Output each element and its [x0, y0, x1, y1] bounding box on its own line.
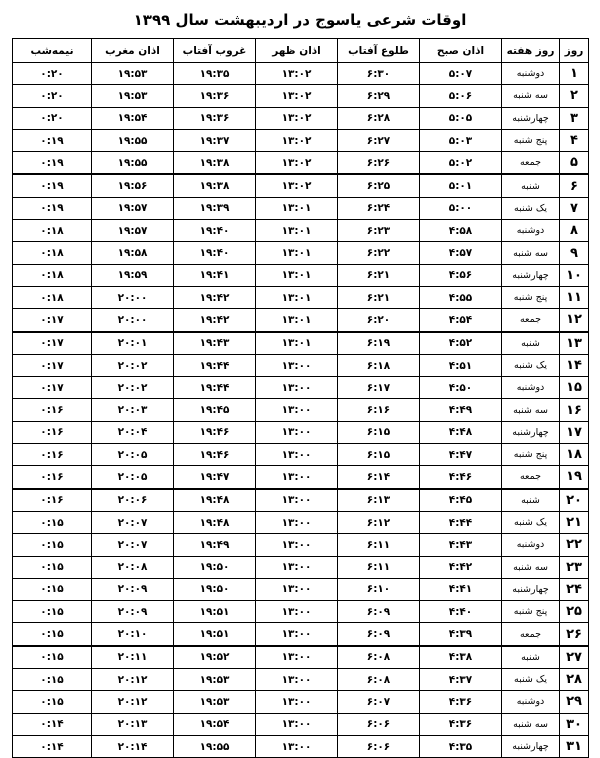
weekday-cell: چهارشنبه: [502, 107, 560, 129]
weekday-cell: پنج شنبه: [502, 286, 560, 308]
table-row: [13, 601, 589, 623]
sunrise-cell: ۶:۲۱: [338, 264, 420, 286]
midnight-cell: ۰:۱۵: [13, 511, 92, 533]
maghrib-cell: ۱۹:۵۶: [92, 174, 174, 197]
midnight-cell: ۰:۱۴: [13, 713, 92, 735]
weekday-cell: یک شنبه: [502, 354, 560, 376]
weekday-cell: یک شنبه: [502, 669, 560, 691]
sunset-cell: ۱۹:۴۹: [174, 534, 256, 556]
maghrib-cell: ۲۰:۰۰: [92, 286, 174, 308]
table-row: [13, 242, 589, 264]
day-cell: ۲۸: [560, 669, 589, 691]
table-row: [13, 713, 589, 735]
sunrise-cell: ۶:۱۵: [338, 421, 420, 443]
day-cell: ۱۲: [560, 309, 589, 332]
table-header-row: [13, 39, 589, 63]
fajr-cell: ۴:۴۴: [420, 511, 502, 533]
midnight-cell: ۰:۱۸: [13, 264, 92, 286]
maghrib-cell: ۱۹:۵۵: [92, 152, 174, 175]
header-dhuhr: اذان ظهر: [256, 39, 338, 63]
fajr-cell: ۴:۵۱: [420, 354, 502, 376]
midnight-cell: ۰:۱۷: [13, 309, 92, 332]
fajr-cell: ۵:۰۶: [420, 85, 502, 107]
sunrise-cell: ۶:۲۵: [338, 174, 420, 197]
maghrib-cell: ۲۰:۰۵: [92, 444, 174, 466]
day-cell: ۱۰: [560, 264, 589, 286]
maghrib-cell: ۲۰:۱۱: [92, 646, 174, 669]
sunset-cell: ۱۹:۴۲: [174, 286, 256, 308]
midnight-cell: ۰:۱۴: [13, 735, 92, 757]
maghrib-cell: ۱۹:۵۸: [92, 242, 174, 264]
fajr-cell: ۴:۵۴: [420, 309, 502, 332]
sunrise-cell: ۶:۱۳: [338, 489, 420, 512]
weekday-cell: چهارشنبه: [502, 421, 560, 443]
sunset-cell: ۱۹:۴۰: [174, 220, 256, 242]
maghrib-cell: ۲۰:۱۳: [92, 713, 174, 735]
sunset-cell: ۱۹:۵۲: [174, 646, 256, 669]
dhuhr-cell: ۱۳:۰۰: [256, 669, 338, 691]
weekday-cell: جمعه: [502, 309, 560, 332]
sunset-cell: ۱۹:۵۰: [174, 578, 256, 600]
midnight-cell: ۰:۱۵: [13, 534, 92, 556]
maghrib-cell: ۱۹:۵۹: [92, 264, 174, 286]
sunset-cell: ۱۹:۴۳: [174, 332, 256, 355]
weekday-cell: جمعه: [502, 152, 560, 175]
table-row: [13, 444, 589, 466]
day-cell: ۱۵: [560, 377, 589, 399]
table-row: [13, 220, 589, 242]
day-cell: ۱۹: [560, 466, 589, 489]
sunrise-cell: ۶:۲۷: [338, 129, 420, 151]
midnight-cell: ۰:۱۹: [13, 174, 92, 197]
midnight-cell: ۰:۱۷: [13, 377, 92, 399]
midnight-cell: ۰:۱۵: [13, 578, 92, 600]
fajr-cell: ۴:۵۰: [420, 377, 502, 399]
sunrise-cell: ۶:۰۸: [338, 669, 420, 691]
sunset-cell: ۱۹:۵۳: [174, 669, 256, 691]
maghrib-cell: ۲۰:۰۷: [92, 511, 174, 533]
weekday-cell: یک شنبه: [502, 511, 560, 533]
midnight-cell: ۰:۱۷: [13, 332, 92, 355]
fajr-cell: ۵:۰۲: [420, 152, 502, 175]
table-row: [13, 669, 589, 691]
midnight-cell: ۰:۲۰: [13, 107, 92, 129]
table-row: [13, 129, 589, 151]
weekday-cell: چهارشنبه: [502, 578, 560, 600]
dhuhr-cell: ۱۳:۰۱: [256, 332, 338, 355]
midnight-cell: ۰:۱۶: [13, 399, 92, 421]
weekday-cell: پنج شنبه: [502, 129, 560, 151]
maghrib-cell: ۲۰:۱۲: [92, 669, 174, 691]
header-sunset: غروب آفتاب: [174, 39, 256, 63]
weekday-cell: سه شنبه: [502, 399, 560, 421]
sunset-cell: ۱۹:۴۲: [174, 309, 256, 332]
fajr-cell: ۴:۵۸: [420, 220, 502, 242]
day-cell: ۲۴: [560, 578, 589, 600]
dhuhr-cell: ۱۳:۰۰: [256, 511, 338, 533]
fajr-cell: ۴:۳۸: [420, 646, 502, 669]
sunrise-cell: ۶:۲۹: [338, 85, 420, 107]
sunrise-cell: ۶:۲۶: [338, 152, 420, 175]
midnight-cell: ۰:۱۹: [13, 129, 92, 151]
weekday-cell: پنج شنبه: [502, 444, 560, 466]
table-row: [13, 556, 589, 578]
dhuhr-cell: ۱۳:۰۰: [256, 735, 338, 757]
fajr-cell: ۴:۴۲: [420, 556, 502, 578]
midnight-cell: ۰:۱۶: [13, 421, 92, 443]
fajr-cell: ۴:۴۸: [420, 421, 502, 443]
sunrise-cell: ۶:۱۱: [338, 556, 420, 578]
sunrise-cell: ۶:۲۲: [338, 242, 420, 264]
fajr-cell: ۴:۵۵: [420, 286, 502, 308]
sunset-cell: ۱۹:۳۵: [174, 63, 256, 85]
table-row: [13, 735, 589, 757]
sunrise-cell: ۶:۱۲: [338, 511, 420, 533]
dhuhr-cell: ۱۳:۰۰: [256, 377, 338, 399]
dhuhr-cell: ۱۳:۰۲: [256, 152, 338, 175]
sunset-cell: ۱۹:۴۰: [174, 242, 256, 264]
dhuhr-cell: ۱۳:۰۱: [256, 309, 338, 332]
day-cell: ۲۱: [560, 511, 589, 533]
dhuhr-cell: ۱۳:۰۱: [256, 220, 338, 242]
day-cell: ۱۷: [560, 421, 589, 443]
maghrib-cell: ۲۰:۰۴: [92, 421, 174, 443]
weekday-cell: پنج شنبه: [502, 601, 560, 623]
fajr-cell: ۴:۴۵: [420, 489, 502, 512]
dhuhr-cell: ۱۳:۰۰: [256, 623, 338, 646]
maghrib-cell: ۲۰:۰۷: [92, 534, 174, 556]
maghrib-cell: ۲۰:۱۰: [92, 623, 174, 646]
table-row: [13, 691, 589, 713]
maghrib-cell: ۲۰:۰۳: [92, 399, 174, 421]
day-cell: ۶: [560, 174, 589, 197]
sunrise-cell: ۶:۲۳: [338, 220, 420, 242]
dhuhr-cell: ۱۳:۰۰: [256, 556, 338, 578]
fajr-cell: ۵:۰۳: [420, 129, 502, 151]
maghrib-cell: ۱۹:۵۴: [92, 107, 174, 129]
day-cell: ۱۶: [560, 399, 589, 421]
sunrise-cell: ۶:۱۹: [338, 332, 420, 355]
sunset-cell: ۱۹:۳۸: [174, 152, 256, 175]
prayer-times-table: [12, 38, 589, 758]
midnight-cell: ۰:۱۸: [13, 286, 92, 308]
day-cell: ۲۲: [560, 534, 589, 556]
dhuhr-cell: ۱۳:۰۰: [256, 444, 338, 466]
weekday-cell: سه شنبه: [502, 556, 560, 578]
day-cell: ۲۰: [560, 489, 589, 512]
weekday-cell: جمعه: [502, 466, 560, 489]
table-row: [13, 646, 589, 669]
weekday-cell: جمعه: [502, 623, 560, 646]
midnight-cell: ۰:۱۹: [13, 197, 92, 219]
day-cell: ۲۶: [560, 623, 589, 646]
maghrib-cell: ۲۰:۰۰: [92, 309, 174, 332]
fajr-cell: ۴:۴۷: [420, 444, 502, 466]
maghrib-cell: ۲۰:۰۵: [92, 466, 174, 489]
sunrise-cell: ۶:۲۴: [338, 197, 420, 219]
table-row: [13, 534, 589, 556]
midnight-cell: ۰:۲۰: [13, 63, 92, 85]
weekday-cell: سه شنبه: [502, 85, 560, 107]
sunset-cell: ۱۹:۴۱: [174, 264, 256, 286]
dhuhr-cell: ۱۳:۰۱: [256, 264, 338, 286]
maghrib-cell: ۲۰:۰۹: [92, 578, 174, 600]
midnight-cell: ۰:۱۵: [13, 623, 92, 646]
dhuhr-cell: ۱۳:۰۱: [256, 286, 338, 308]
sunset-cell: ۱۹:۴۴: [174, 354, 256, 376]
weekday-cell: دوشنبه: [502, 377, 560, 399]
table-row: [13, 85, 589, 107]
page-title: اوقات شرعی یاسوج در اردیبهشت سال ۱۳۹۹: [133, 11, 467, 29]
fajr-cell: ۵:۰۷: [420, 63, 502, 85]
sunset-cell: ۱۹:۵۱: [174, 623, 256, 646]
day-cell: ۲۷: [560, 646, 589, 669]
day-cell: ۲۹: [560, 691, 589, 713]
dhuhr-cell: ۱۳:۰۱: [256, 242, 338, 264]
header-midnight: نیمه‌شب: [13, 39, 92, 63]
header-day: روز: [560, 39, 589, 63]
weekday-cell: چهارشنبه: [502, 264, 560, 286]
sunrise-cell: ۶:۲۱: [338, 286, 420, 308]
day-cell: ۱: [560, 63, 589, 85]
fajr-cell: ۵:۰۱: [420, 174, 502, 197]
midnight-cell: ۰:۱۵: [13, 646, 92, 669]
dhuhr-cell: ۱۳:۰۰: [256, 601, 338, 623]
sunrise-cell: ۶:۰۹: [338, 623, 420, 646]
fajr-cell: ۴:۴۳: [420, 534, 502, 556]
table-row: [13, 578, 589, 600]
maghrib-cell: ۲۰:۰۲: [92, 377, 174, 399]
fajr-cell: ۵:۰۵: [420, 107, 502, 129]
sunset-cell: ۱۹:۴۷: [174, 466, 256, 489]
weekday-cell: دوشنبه: [502, 220, 560, 242]
fajr-cell: ۴:۴۹: [420, 399, 502, 421]
weekday-cell: شنبه: [502, 646, 560, 669]
sunrise-cell: ۶:۱۴: [338, 466, 420, 489]
table-row: [13, 197, 589, 219]
maghrib-cell: ۱۹:۵۵: [92, 129, 174, 151]
table-row: [13, 399, 589, 421]
table-row: [13, 377, 589, 399]
midnight-cell: ۰:۱۹: [13, 152, 92, 175]
fajr-cell: ۴:۳۶: [420, 713, 502, 735]
sunset-cell: ۱۹:۵۰: [174, 556, 256, 578]
table-row: [13, 489, 589, 512]
sunset-cell: ۱۹:۳۹: [174, 197, 256, 219]
weekday-cell: شنبه: [502, 489, 560, 512]
dhuhr-cell: ۱۳:۰۰: [256, 713, 338, 735]
sunset-cell: ۱۹:۴۴: [174, 377, 256, 399]
table-row: [13, 309, 589, 332]
table-row: [13, 421, 589, 443]
dhuhr-cell: ۱۳:۰۰: [256, 354, 338, 376]
sunset-cell: ۱۹:۵۱: [174, 601, 256, 623]
dhuhr-cell: ۱۳:۰۲: [256, 174, 338, 197]
sunset-cell: ۱۹:۴۵: [174, 399, 256, 421]
midnight-cell: ۰:۱۵: [13, 601, 92, 623]
fajr-cell: ۴:۵۷: [420, 242, 502, 264]
midnight-cell: ۰:۱۸: [13, 220, 92, 242]
table-row: [13, 332, 589, 355]
midnight-cell: ۰:۱۶: [13, 466, 92, 489]
dhuhr-cell: ۱۳:۰۰: [256, 489, 338, 512]
sunrise-cell: ۶:۰۶: [338, 713, 420, 735]
maghrib-cell: ۲۰:۰۸: [92, 556, 174, 578]
dhuhr-cell: ۱۳:۰۰: [256, 399, 338, 421]
table-row: [13, 152, 589, 175]
maghrib-cell: ۱۹:۵۷: [92, 197, 174, 219]
midnight-cell: ۰:۱۸: [13, 242, 92, 264]
header-sunrise: طلوع آفتاب: [338, 39, 420, 63]
dhuhr-cell: ۱۳:۰۰: [256, 466, 338, 489]
day-cell: ۳۰: [560, 713, 589, 735]
dhuhr-cell: ۱۳:۰۲: [256, 129, 338, 151]
header-maghrib: اذان مغرب: [92, 39, 174, 63]
midnight-cell: ۰:۱۶: [13, 444, 92, 466]
sunset-cell: ۱۹:۳۶: [174, 85, 256, 107]
maghrib-cell: ۲۰:۰۲: [92, 354, 174, 376]
dhuhr-cell: ۱۳:۰۰: [256, 578, 338, 600]
day-cell: ۷: [560, 197, 589, 219]
dhuhr-cell: ۱۳:۰۲: [256, 85, 338, 107]
fajr-cell: ۴:۵۲: [420, 332, 502, 355]
sunset-cell: ۱۹:۴۶: [174, 421, 256, 443]
day-cell: ۵: [560, 152, 589, 175]
midnight-cell: ۰:۱۵: [13, 691, 92, 713]
table-row: [13, 107, 589, 129]
dhuhr-cell: ۱۳:۰۲: [256, 63, 338, 85]
maghrib-cell: ۱۹:۵۳: [92, 63, 174, 85]
sunrise-cell: ۶:۱۶: [338, 399, 420, 421]
dhuhr-cell: ۱۳:۰۰: [256, 691, 338, 713]
fajr-cell: ۴:۳۷: [420, 669, 502, 691]
sunrise-cell: ۶:۰۹: [338, 601, 420, 623]
sunset-cell: ۱۹:۴۸: [174, 489, 256, 512]
table-row: [13, 511, 589, 533]
day-cell: ۸: [560, 220, 589, 242]
dhuhr-cell: ۱۳:۰۱: [256, 197, 338, 219]
fajr-cell: ۴:۳۶: [420, 691, 502, 713]
weekday-cell: سه شنبه: [502, 713, 560, 735]
table-row: [13, 286, 589, 308]
dhuhr-cell: ۱۳:۰۲: [256, 107, 338, 129]
sunrise-cell: ۶:۰۸: [338, 646, 420, 669]
day-cell: ۹: [560, 242, 589, 264]
table-row: [13, 264, 589, 286]
maghrib-cell: ۲۰:۰۱: [92, 332, 174, 355]
sunset-cell: ۱۹:۳۸: [174, 174, 256, 197]
table-row: [13, 354, 589, 376]
sunrise-cell: ۶:۱۵: [338, 444, 420, 466]
sunset-cell: ۱۹:۵۳: [174, 691, 256, 713]
midnight-cell: ۰:۱۷: [13, 354, 92, 376]
maghrib-cell: ۲۰:۱۴: [92, 735, 174, 757]
sunset-cell: ۱۹:۵۴: [174, 713, 256, 735]
day-cell: ۱۴: [560, 354, 589, 376]
day-cell: ۱۸: [560, 444, 589, 466]
weekday-cell: دوشنبه: [502, 691, 560, 713]
maghrib-cell: ۲۰:۱۲: [92, 691, 174, 713]
sunset-cell: ۱۹:۳۷: [174, 129, 256, 151]
table-row: [13, 623, 589, 646]
fajr-cell: ۴:۴۱: [420, 578, 502, 600]
header-weekday: روز هفته: [502, 39, 560, 63]
table-row: [13, 466, 589, 489]
fajr-cell: ۵:۰۰: [420, 197, 502, 219]
maghrib-cell: ۱۹:۵۳: [92, 85, 174, 107]
day-cell: ۲۵: [560, 601, 589, 623]
dhuhr-cell: ۱۳:۰۰: [256, 646, 338, 669]
table-row: [13, 63, 589, 85]
sunrise-cell: ۶:۱۰: [338, 578, 420, 600]
midnight-cell: ۰:۲۰: [13, 85, 92, 107]
weekday-cell: شنبه: [502, 332, 560, 355]
sunrise-cell: ۶:۳۰: [338, 63, 420, 85]
sunrise-cell: ۶:۱۱: [338, 534, 420, 556]
midnight-cell: ۰:۱۵: [13, 669, 92, 691]
table-row: [13, 174, 589, 197]
fajr-cell: ۴:۴۰: [420, 601, 502, 623]
weekday-cell: چهارشنبه: [502, 735, 560, 757]
weekday-cell: شنبه: [502, 174, 560, 197]
dhuhr-cell: ۱۳:۰۰: [256, 421, 338, 443]
day-cell: ۳: [560, 107, 589, 129]
fajr-cell: ۴:۵۶: [420, 264, 502, 286]
day-cell: ۲: [560, 85, 589, 107]
maghrib-cell: ۱۹:۵۷: [92, 220, 174, 242]
weekday-cell: سه شنبه: [502, 242, 560, 264]
sunrise-cell: ۶:۰۷: [338, 691, 420, 713]
weekday-cell: یک شنبه: [502, 197, 560, 219]
dhuhr-cell: ۱۳:۰۰: [256, 534, 338, 556]
midnight-cell: ۰:۱۶: [13, 489, 92, 512]
sunrise-cell: ۶:۲۸: [338, 107, 420, 129]
weekday-cell: دوشنبه: [502, 63, 560, 85]
fajr-cell: ۴:۳۵: [420, 735, 502, 757]
sunrise-cell: ۶:۲۰: [338, 309, 420, 332]
maghrib-cell: ۲۰:۰۹: [92, 601, 174, 623]
day-cell: ۲۳: [560, 556, 589, 578]
sunrise-cell: ۶:۱۸: [338, 354, 420, 376]
sunset-cell: ۱۹:۵۵: [174, 735, 256, 757]
header-fajr: اذان صبح: [420, 39, 502, 63]
sunrise-cell: ۶:۱۷: [338, 377, 420, 399]
midnight-cell: ۰:۱۵: [13, 556, 92, 578]
day-cell: ۱۱: [560, 286, 589, 308]
weekday-cell: دوشنبه: [502, 534, 560, 556]
sunrise-cell: ۶:۰۶: [338, 735, 420, 757]
day-cell: ۴: [560, 129, 589, 151]
day-cell: ۱۳: [560, 332, 589, 355]
fajr-cell: ۴:۴۶: [420, 466, 502, 489]
day-cell: ۳۱: [560, 735, 589, 757]
sunset-cell: ۱۹:۴۸: [174, 511, 256, 533]
sunset-cell: ۱۹:۴۶: [174, 444, 256, 466]
fajr-cell: ۴:۳۹: [420, 623, 502, 646]
sunset-cell: ۱۹:۳۶: [174, 107, 256, 129]
maghrib-cell: ۲۰:۰۶: [92, 489, 174, 512]
